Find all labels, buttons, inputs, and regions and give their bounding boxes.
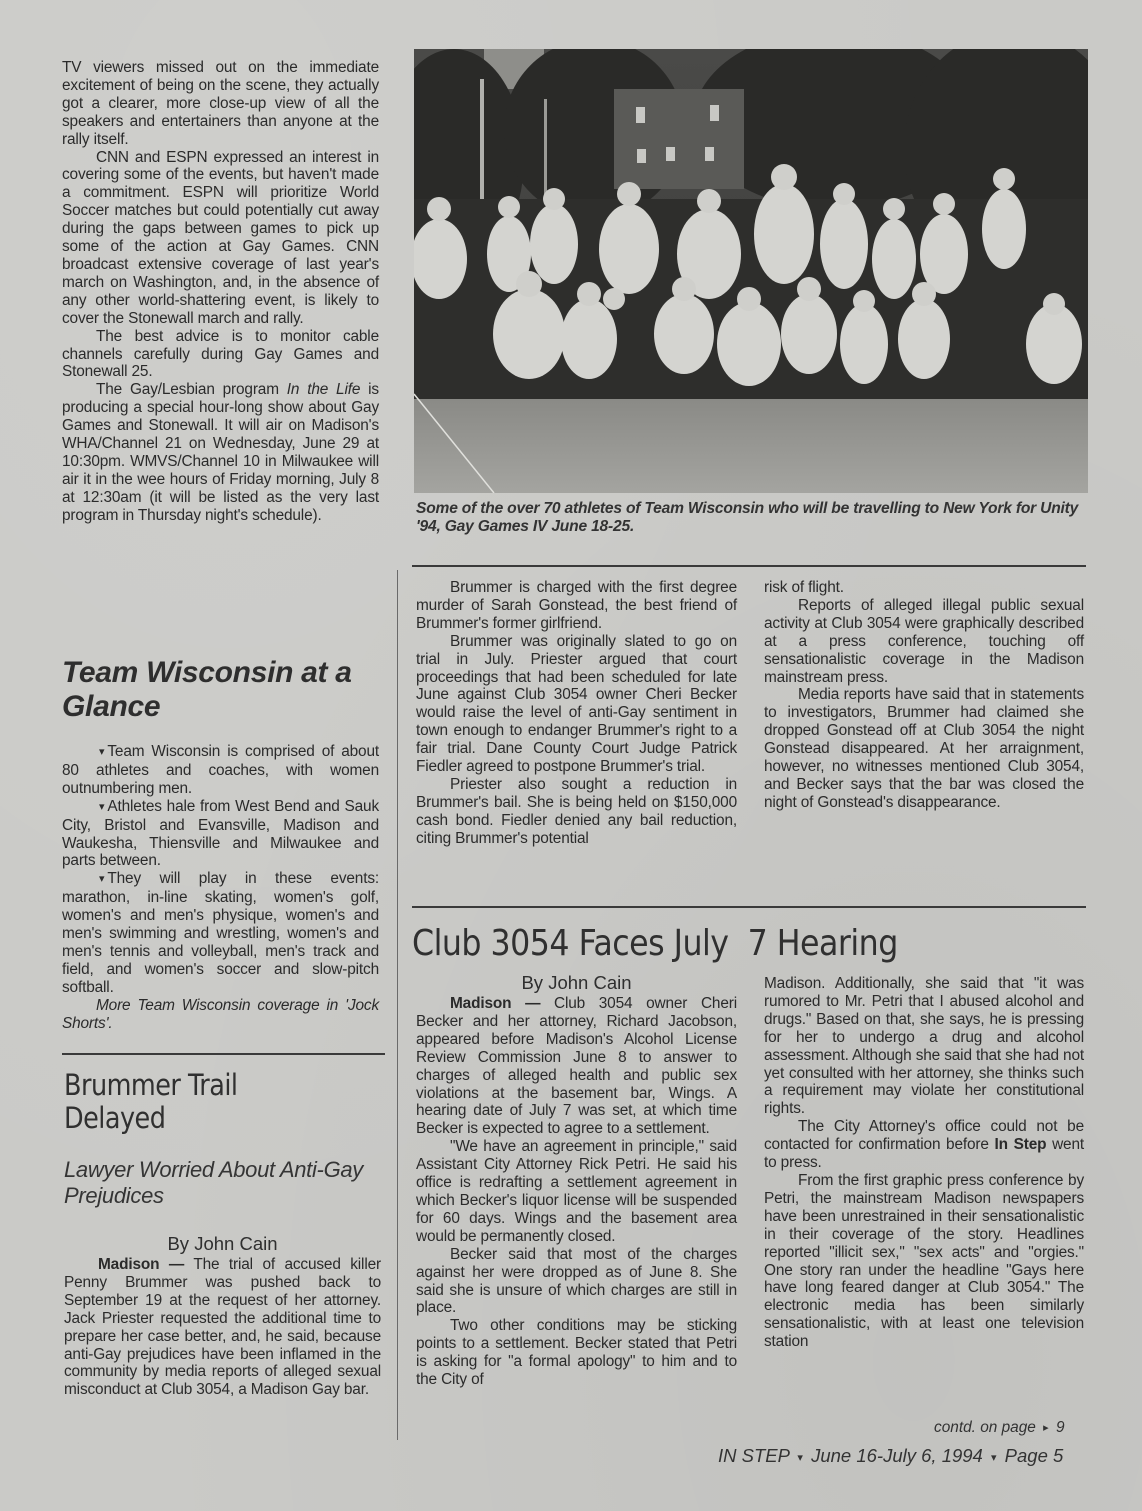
article-paragraph: From the first graphic press conference by Petri, the mainstream Madison newspapers have been unrestrained in their sensationalistic in their coverage of the story. Headlines reported "illicit sex," "sex acts" and "orgies." One story ran under the headline "Gays here have long feared danger at Club 3054." The electronic media has been similarly sensationalistic, with at least one television station [764,1171,1084,1351]
dateline: Madison — [98,1256,185,1273]
team-photo [414,49,1088,493]
club3054-col-b [764,975,1084,1351]
section-divider [412,565,1086,567]
article-paragraph: TV viewers missed out on the immediate excitement of being on the scene, they actually got a clearer, more close-up view of all the speakers and entertainers than anyone at the rally itself. [62,59,379,148]
article-paragraph: "We have an agreement in principle," said Assistant City Attorney Rick Petri. He said his office is redrafting a settlement agreement in which Becker's liquor license will be suspended for 60 days. Wings and the basement area would be permanently closed. [416,1138,737,1245]
glance-bullet: ▾ They will play in these events: marathon, in-line skating, women's golf, women's and men's physique, women's and men's swimming and wrestling, women's and men's tennis and volleyball, men's track and field, and women's soccer and slow-pitch softball. [62,870,379,996]
article-lead: Madison — Club 3054 owner Cheri Becker and her attorney, Richard Jacobson, appeared before Madison's Alcohol License Review Commission June 8 to answer to charges of alleged health and public sex violations at the basement bar, Wings. A hearing date of July 7 was set, at which time Becker is expected to agree to a settlement. [416,995,737,1138]
issue-dates: June 16-July 6, 1994 [811,1445,983,1466]
club3054-headline: Club 3054 Faces July 7 Hearing [412,923,898,964]
more-coverage-note: More Team Wisconsin coverage in 'Jock Shorts'. [62,996,379,1032]
article-lead: Madison — The trial of accused killer Penny Brummer was pushed back to September 19 at the request of her attorney. Jack Priester requested the additional time to prepare her case better, and, he said, because anti-Gay prejudices have been inflamed in the community by media reports of alleged sexual misconduct at Club 3054, a Madison Gay bar. [64,1256,381,1399]
article-paragraph: Media reports have said that in statements to investigators, Brummer had claimed she dropped Gonstead off at Club 3054 the night Gonstead disappeared. At her arraignment, however, no witnesses mentioned Club 3054, and Becker says that the bar was closed the night of Gonstead's disappearance. [764,686,1084,811]
dateline: Madison — [450,995,541,1012]
article-paragraph: Reports of alleged illegal public sexual activity at Club 3054 were graphically described at a press conference, touching off sensationalistic coverage in the Madison mainstream press. [764,596,1084,686]
article-paragraph: Two other conditions may be sticking points to a settlement. Becker stated that Petri is asking for "a formal apology" to him and to the City of [416,1317,737,1389]
glance-bullet: ▾ Athletes hale from West Bend and Sauk City, Bristol and Evansville, Madison and Waukesha, Thiensville and Milwaukee and parts between. [62,797,379,870]
brummer-deck: Lawyer Worried About Anti-Gay Prejudices [64,1157,364,1208]
article-paragraph: Brummer is charged with the first degree murder of Sarah Gonstead, the best friend of Brummer's former girlfriend. [416,579,737,632]
glance-bullet: ▾ Team Wisconsin is comprised of about 80 athletes and coaches, with women outnumbering men. [62,743,379,797]
triangle-bullet-icon: ▾ [99,800,105,813]
section-divider [412,906,1086,908]
brummer-continued-col-b [764,579,1084,812]
article-paragraph: Brummer was originally slated to go on trial in July. Priester argued that court proceedings that had been scheduled for late June against Club 3054 owner Cheri Becker would raise the level of anti-Gay sentiment in town enough to endanger Brummer's right to a fair trial. Dane County Court Judge Patrick Fiedler agreed to postpone Brummer's trial. [416,632,737,776]
article-paragraph: Madison. Additionally, she said that "it was rumored to Mr. Petri that I abused alcohol and drugs." Based on that, she says, he is pressing for her to undergo a drug and alcohol assessment. Although she said that she had not yet consulted with her attorney, she thinks such a requirement may violate her constitutional rights. [764,975,1084,1118]
brummer-article [64,1069,381,1399]
club3054-col-a [416,972,737,1389]
brummer-continued-col-a [416,579,737,848]
publication-name-inline: In Step [994,1136,1047,1154]
article-paragraph: The Gay/Lesbian program In the Life is producing a special hour-long show about Gay Games and Stonewall. It will air on Madison's WHA/Channel 21 on Wednesday, June 29 at 10:30pm. WMVS/Channel 10 in Milwaukee will air it in the wee hours of Friday morning, July 8 at 12:30am (it will be listed as the very last program in Thursday night's schedule). [62,381,379,524]
byline: By John Cain [521,972,632,993]
program-title: In the Life [286,381,361,399]
byline: By John Cain [167,1233,278,1254]
article-paragraph: The City Attorney's office could not be contacted for confirmation before In Step went to press. [764,1118,1084,1172]
article-paragraph: risk of flight. [764,579,844,596]
section-divider [62,1053,385,1055]
team-photo-image [414,49,1088,493]
article-paragraph: CNN and ESPN expressed an interest in covering some of the events, but haven't made a commitment. ESPN will prioritize World Soccer matches but could potentially cut away during the gaps between games to pick up some of the action at Gay Games. CNN broadcast extensive coverage of last year's march on Washington, and, in the absence of any other world-shattering event, is likely to cover the Stonewall march and rally. [62,148,379,327]
page-footer [718,1445,1063,1467]
brummer-headline: Brummer Trail Delayed [64,1068,238,1135]
column-divider [397,570,398,1440]
continued-on-page-link[interactable]: contd. on page ▸ 9 [934,1419,1065,1436]
glance-headline: Team Wisconsin at a Glance [62,656,352,723]
tv-coverage-article [62,59,379,525]
continued-page-number: 9 [1055,1419,1065,1436]
team-wisconsin-glance [62,656,379,1033]
triangle-bullet-icon: ▾ [99,746,105,758]
article-paragraph: The best advice is to monitor cable channels carefully during Gay Games and Stonewall 25. [62,327,379,381]
page-number: Page 5 [1004,1445,1064,1466]
separator-icon: ▾ [797,1452,803,1464]
article-paragraph: Priester also sought a reduction in Brummer's bail. She is being held on $150,000 cash bond. Fiedler denied any bail reduction, citing Brummer's potential [416,775,737,847]
photo-caption: Some of the over 70 athletes of Team Wisconsin who will be travelling to New York for Unity '94, Gay Games IV June 18-25. [416,500,1079,535]
separator-icon: ▾ [991,1452,997,1464]
right-triangle-icon: ▸ [1043,1422,1049,1434]
publication-name: IN STEP [718,1445,790,1466]
triangle-bullet-icon: ▾ [99,873,105,886]
article-paragraph: Becker said that most of the charges against her were dropped as of June 8. She said she is unsure of which charges are still in place. [416,1245,737,1317]
